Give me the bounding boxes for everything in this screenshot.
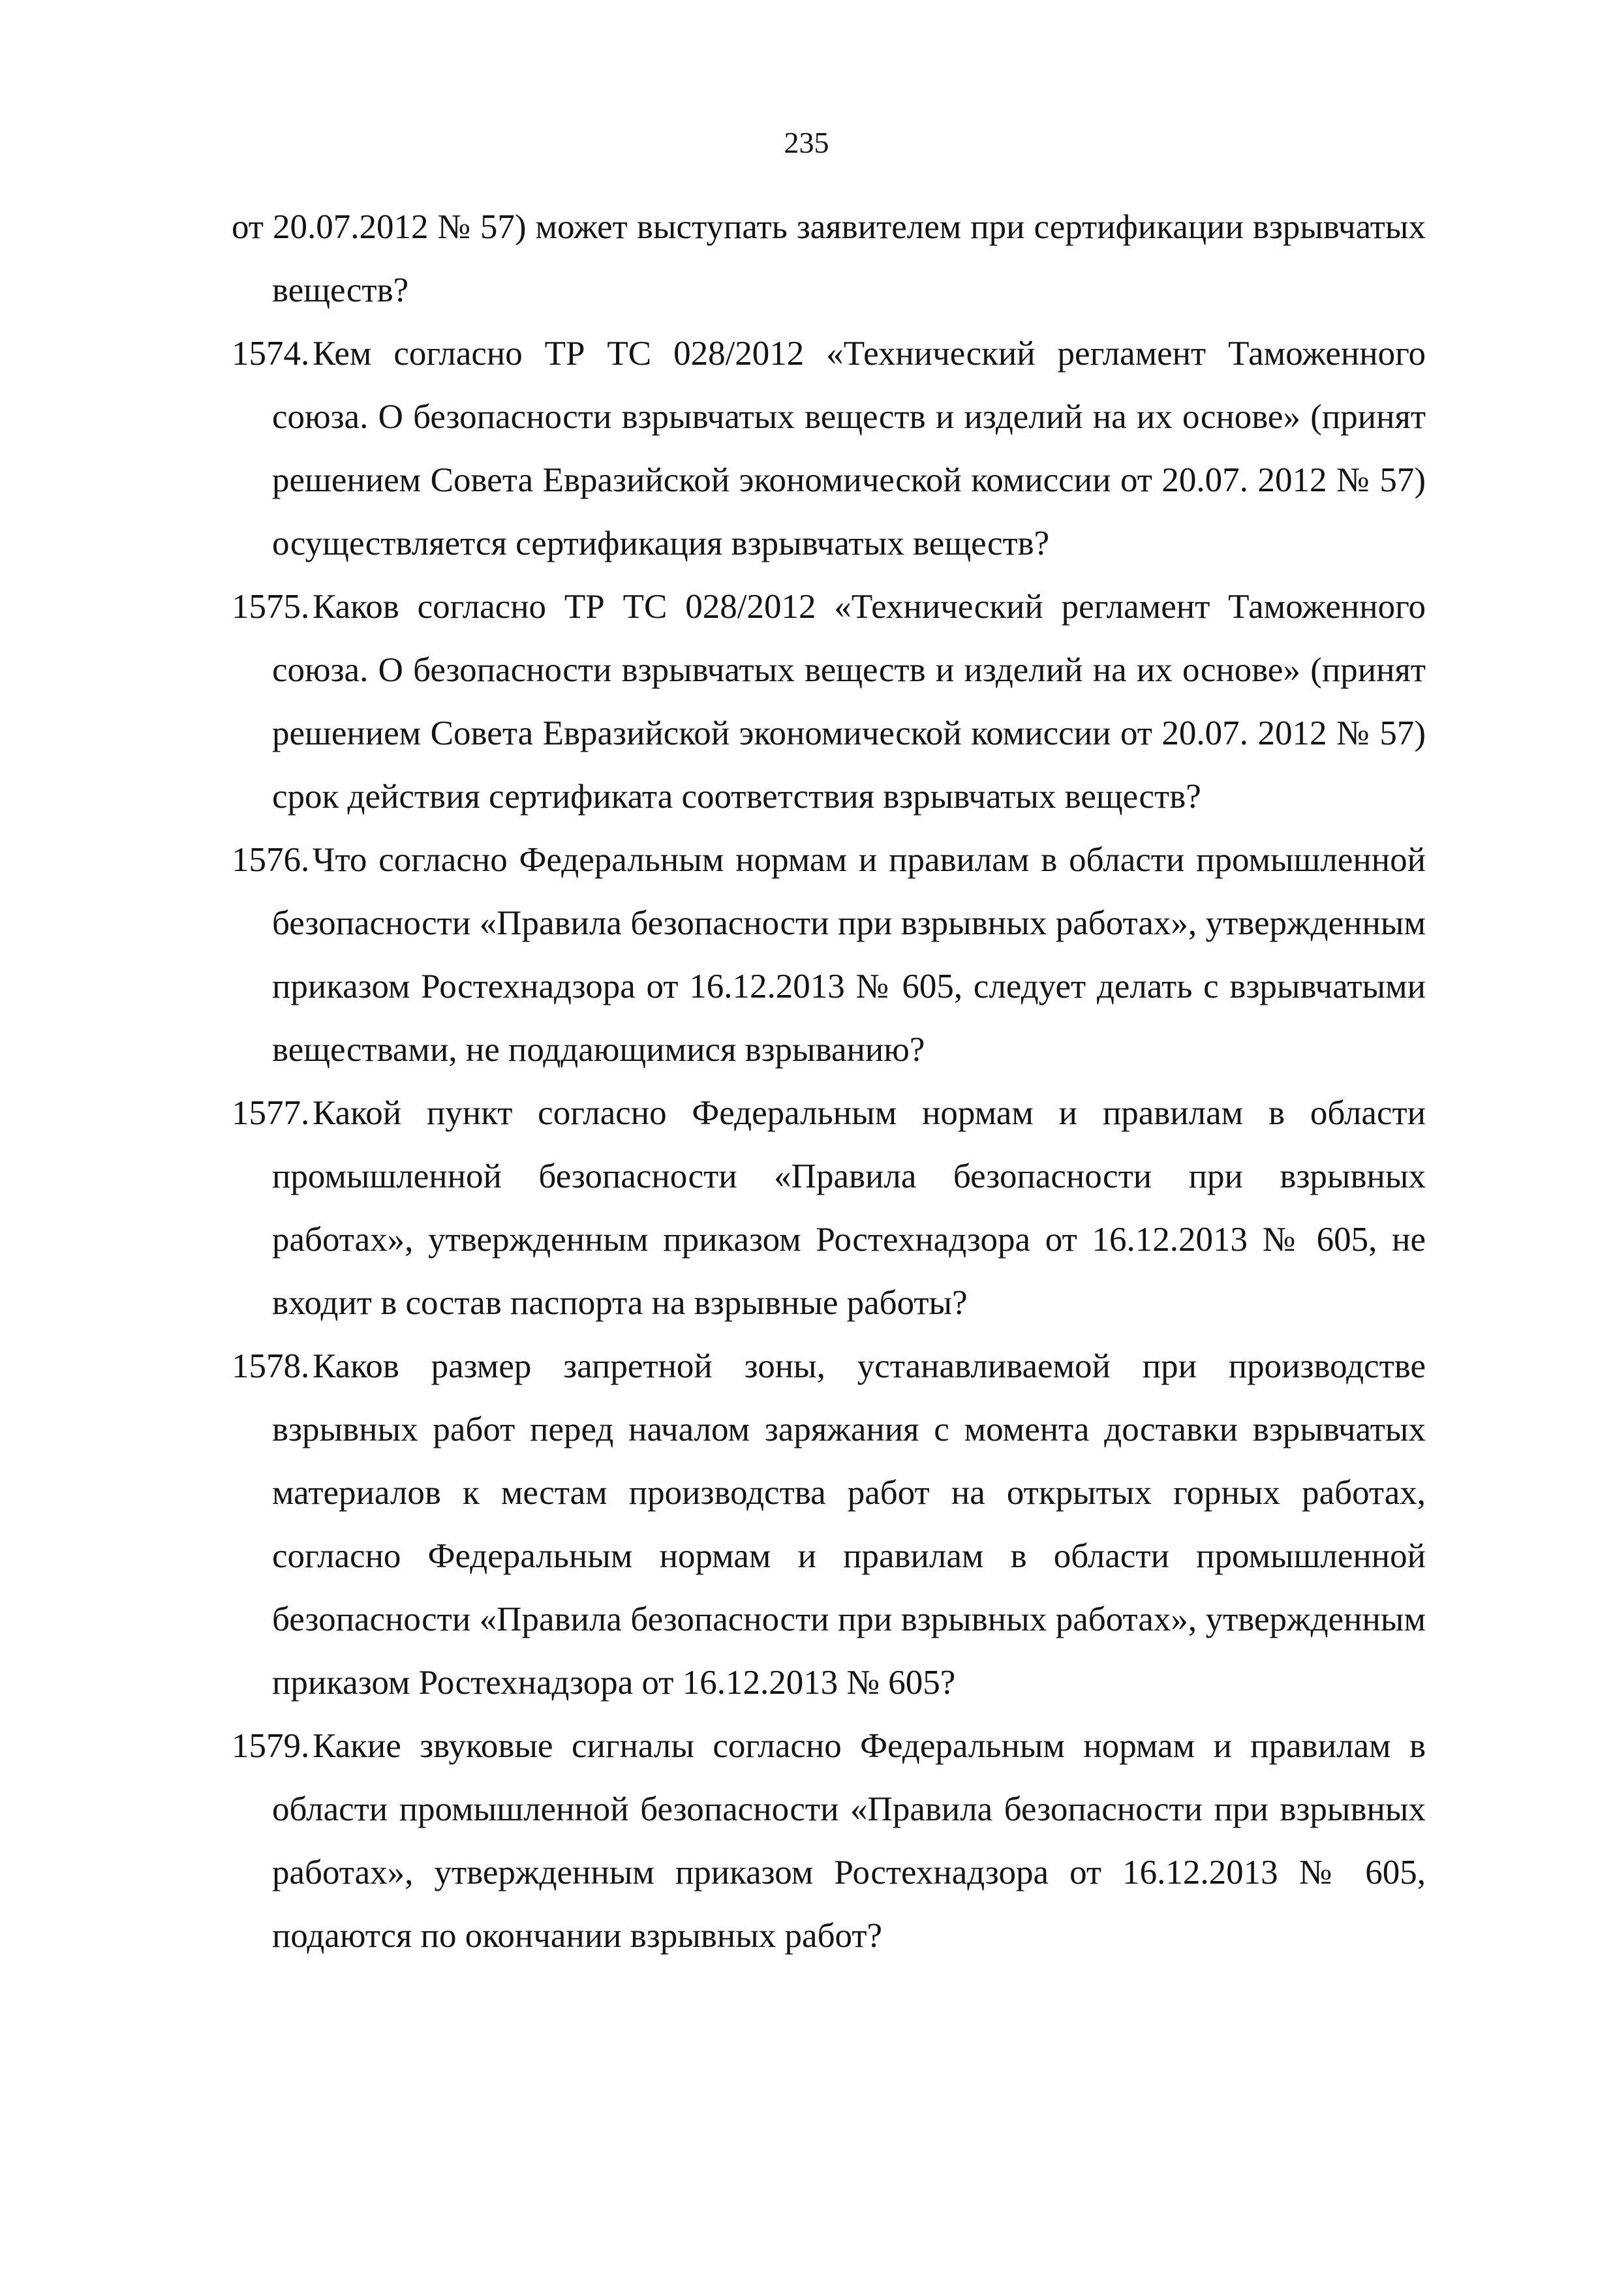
question-number: 1574.	[232, 335, 310, 373]
question-number: 1579.	[232, 1727, 310, 1765]
question-number: 1576.	[232, 841, 310, 879]
question-item	[232, 829, 1426, 1082]
question-text: Какой пункт согласно Федеральным нормам и правилам в области промышленной безопасности «Правила безопасности при взрывных работах», утвержденным приказом Ростехнадзора от 16.12.2013 № 605, не входит в состав паспорта на взрывные работы?	[272, 1094, 1426, 1322]
question-text: Что согласно Федеральным нормам и правилам в области промышленной безопасности «Правила безопасности при взрывных работах», утвержденным приказом Ростехнадзора от 16.12.2013 № 605, следует делать с взрывчатыми веществами, не поддающимися взрыванию?	[272, 841, 1426, 1069]
question-item	[232, 1335, 1426, 1715]
question-number: 1575.	[232, 588, 310, 626]
question-number: 1578.	[232, 1347, 310, 1385]
page-number: 235	[784, 126, 829, 159]
question-item	[232, 575, 1426, 829]
question-number: 1577.	[232, 1094, 310, 1132]
question-item	[232, 322, 1426, 575]
continuation-text: от 20.07.2012 № 57) может выступать заявителем при сертификации взрывчатых веществ?	[232, 208, 1426, 309]
question-item	[232, 1082, 1426, 1335]
page-content	[232, 196, 1426, 1968]
question-text: Кем согласно ТР ТС 028/2012 «Технический регламент Таможенного союза. О безопасности взрывчатых веществ и изделий на их основе» (принят решением Совета Евразийской экономической комиссии от 20.07. 2012 № 57) осуществляется сертификация взрывчатых веществ?	[272, 335, 1426, 562]
question-text: Какие звуковые сигналы согласно Федеральным нормам и правилам в области промышленной безопасности «Правила безопасности при взрывных работах», утвержденным приказом Ростехнадзора от 16.12.2013 № 605, подаются по окончании взрывных работ?	[272, 1727, 1426, 1955]
question-text: Каков размер запретной зоны, устанавливаемой при производстве взрывных работ перед началом заряжания с момента доставки взрывчатых материалов к местам производства работ на открытых горных работах, согласно Федеральным нормам и правилам в области промышленной безопасности «Правила безопасности при взрывных работах», утвержденным приказом Ростехнадзора от 16.12.2013 № 605?	[272, 1347, 1426, 1702]
question-item	[232, 1715, 1426, 1968]
question-text: Каков согласно ТР ТС 028/2012 «Технический регламент Таможенного союза. О безопасности взрывчатых веществ и изделий на их основе» (принят решением Совета Евразийской экономической комиссии от 20.07. 2012 № 57) срок действия сертификата соответствия взрывчатых веществ?	[272, 588, 1426, 816]
